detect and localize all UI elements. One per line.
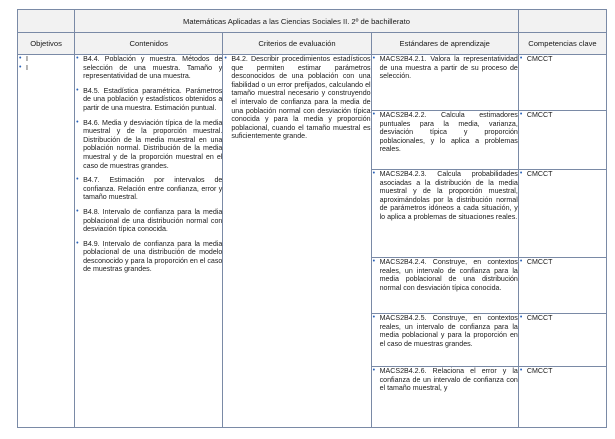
title-row — [18, 10, 607, 33]
objetivo-item: • I — [18, 64, 74, 73]
criterios-cell — [223, 55, 371, 428]
estandar-cell — [371, 170, 518, 258]
competencia-cell — [518, 111, 606, 170]
header-competencias: Competencias clave — [518, 33, 606, 55]
estandar-item: • MACS2B4.2.1. Valora la representatividad de una muestra a partir de su proceso de selección. — [372, 55, 518, 81]
estandar-item: • MACS2B4.2.5. Construye, en contextos reales, un intervalo de confianza para la media poblacional y para la proporción en el caso de muestras grandes. — [372, 314, 518, 348]
estandar-cell — [371, 55, 518, 111]
contenido-item: • B4.8. Intervalo de confianza para la media poblacional de una distribución normal con desviación típica conocida. — [75, 208, 222, 234]
contenido-item: • B4.5. Estadística paramétrica. Parámetros de una población y estadísticos obtenidos a partir de una muestra. Estimación puntual. — [75, 87, 222, 113]
estandar-cell — [371, 111, 518, 170]
estandar-item: • MACS2B4.2.3. Calcula probabilidades asociadas a la distribución de la media muestral y de la proporción muestral, aproximándolas por la distribución normal de parámetros idóneos a cada situación, y lo aplica a problemas de situaciones reales. — [372, 170, 518, 222]
table-title: Matemáticas Aplicadas a las Ciencias Sociales II. 2º de bachillerato — [75, 10, 519, 33]
header-estandares: Estándares de aprendizaje — [371, 33, 518, 55]
header-contenidos: Contenidos — [75, 33, 223, 55]
std-row — [18, 55, 607, 111]
competencia-item: • CMCCT — [519, 111, 606, 120]
competencia-cell — [518, 367, 606, 428]
contenidos-cell — [75, 55, 223, 428]
curriculum-table — [17, 9, 607, 428]
estandar-item: • MACS2B4.2.2. Calcula estimadores puntuales para la media, varianza, desviación típica y proporción poblacionales, y lo aplica a problemas reales. — [372, 111, 518, 154]
competencia-item: • CMCCT — [519, 170, 606, 179]
objetivos-cell — [18, 55, 75, 428]
competencia-item: • CMCCT — [519, 367, 606, 376]
contenido-item: • B4.4. Población y muestra. Métodos de selección de una muestra. Tamaño y representatividad de una muestra. — [75, 55, 222, 81]
header-objetivos: Objetivos — [18, 33, 75, 55]
competencia-item: • CMCCT — [519, 258, 606, 267]
objetivo-item: • I — [18, 55, 74, 64]
contenido-item: • B4.6. Media y desviación típica de la media muestral y de la proporción muestral. Distribución de la media muestral en una población normal. Distribución de la media muestral y de la proporción muestral en el caso de muestras grandes. — [75, 119, 222, 171]
estandar-item: • MACS2B4.2.6. Relaciona el error y la confianza de un intervalo de confianza con el tamaño muestral, y — [372, 367, 518, 393]
contenido-item: • B4.7. Estimación por intervalos de confianza. Relación entre confianza, error y tamaño muestral. — [75, 176, 222, 202]
criterio-item: • B4.2. Describir procedimientos estadísticos que permiten estimar parámetros desconocidos de una población con una fiabilidad o un error prefijados, calculando el tamaño muestral necesario y construyendo el intervalo de confianza para la media de una población normal con desviación típica conocida y para la media y proporción poblacional, cuando el tamaño muestral es suficientemente grande. — [223, 55, 370, 141]
title-blank-left — [18, 10, 75, 33]
estandar-cell — [371, 258, 518, 314]
competencia-cell — [518, 258, 606, 314]
title-blank-right — [518, 10, 606, 33]
competencia-cell — [518, 55, 606, 111]
competencia-cell — [518, 170, 606, 258]
competencia-cell — [518, 314, 606, 367]
competencia-item: • CMCCT — [519, 314, 606, 323]
contenido-item: • B4.9. Intervalo de confianza para la media poblacional de una distribución de modelo desconocido y para la proporción en el caso de muestras grandes. — [75, 240, 222, 274]
column-header-row — [18, 33, 607, 55]
estandar-item: • MACS2B4.2.4. Construye, en contextos reales, un intervalo de confianza para la media poblacional de una distribución normal con desviación típica conocida. — [372, 258, 518, 292]
estandar-cell — [371, 367, 518, 428]
estandar-cell — [371, 314, 518, 367]
competencia-item: • CMCCT — [519, 55, 606, 64]
header-criterios: Criterios de evaluación — [223, 33, 371, 55]
